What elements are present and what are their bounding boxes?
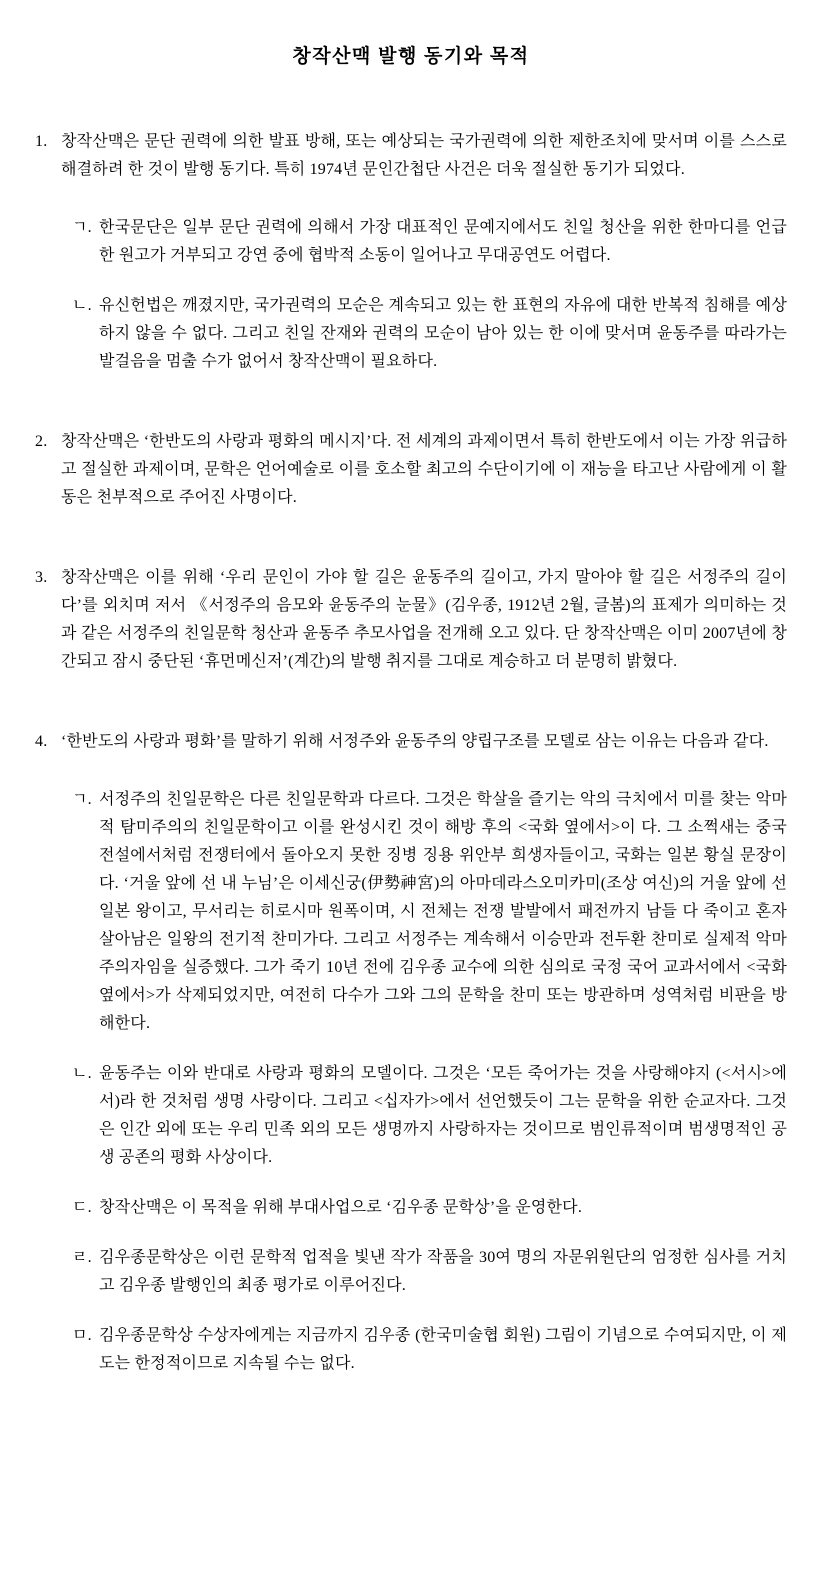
subitem-marker: ㄴ. <box>72 1065 92 1082</box>
subitem-4-m <box>72 1322 787 1378</box>
subitem-4-n <box>72 1060 787 1172</box>
subitem-1-n <box>72 292 787 376</box>
subitem-marker: ㄱ. <box>72 219 92 236</box>
subitem-text: 서정주의 친일문학은 다른 친일문학과 다르다. 그것은 학살을 즐기는 악의 극치에서 미를 찾는 악마적 탐미주의의 친일문학이고 이를 완성시킨 것이 해방 후의 <국화 옆에서>이 다. 그 소쩍새는 중국 전설에서처럼 전쟁터에서 돌아오지 못한 징병 징용 위안부 희생자들이고, 국화는 일본 황실 문장이다. ‘거울 앞에 선 내 누님’은 이세신궁(伊勢神宮)의 아마데라스오미카미(조상 여신)의 거울 앞에 선 일본 왕이고, 무서리는 히로시마 원폭이며, 시 전체는 전쟁 발발에서 패전까지 남들 다 죽이고 혼자 살아남은 일왕의 전기적 찬미가다. 그리고 서정주는 계속해서 이승만과 전두환 찬미로 실제적 악마주의자임을 실증했다. 그가 죽기 10년 전에 김우종 교수에 의한 심의로 국정 국어 교과서에서 <국화 옆에서>가 삭제되었지만, 여전히 다수가 그와 그의 문학을 찬미 또는 방관하며 성역처럼 비판을 방해한다. <box>99 791 787 1032</box>
subitem-text: 한국문단은 일부 문단 권력에 의해서 가장 대표적인 문예지에서도 친일 청산을 위한 한마디를 언급한 원고가 거부되고 강연 중에 협박적 소동이 일어나고 무대공연도 어렵다. <box>99 219 787 264</box>
subitem-marker: ㄴ. <box>72 297 92 314</box>
subitem-marker: ㄱ. <box>72 791 92 808</box>
subitem-4-d <box>72 1194 787 1222</box>
item-marker: 3. <box>35 569 48 586</box>
subitem-text: 창작산맥은 이 목적을 위해 부대사업으로 ‘김우종 문학상’을 운영한다. <box>99 1199 583 1216</box>
subitem-marker: ㄹ. <box>72 1249 92 1266</box>
item-marker: 4. <box>35 733 48 750</box>
item-text: 창작산맥은 ‘한반도의 사랑과 평화의 메시지’다. 전 세계의 과제이면서 특히 한반도에서 이는 가장 위급하고 절실한 과제이며, 문학은 언어예술로 이를 호소할 최고의 수단이기에 이 재능을 타고난 사람에게 이 활동은 천부적으로 주어진 사명이다. <box>61 433 787 506</box>
item-text: 창작산맥은 문단 권력에 의한 발표 방해, 또는 예상되는 국가권력에 의한 제한조치에 맞서며 이를 스스로 해결하려 한 것이 발행 동기다. 특히 1974년 문인간첩단 사건은 더욱 절실한 동기가 되었다. <box>61 133 787 178</box>
subitem-4-r <box>72 1244 787 1300</box>
subitem-text: 김우종문학상 수상자에게는 지금까지 김우종 (한국미술협 회원) 그림이 기념으로 수여되지만, 이 제도는 한정적이므로 지속될 수는 없다. <box>99 1327 787 1372</box>
subitem-4-g <box>72 786 787 1038</box>
numbered-item-2 <box>35 428 787 512</box>
subitem-marker: ㅁ. <box>72 1327 92 1344</box>
subitem-1-g <box>72 214 787 270</box>
section-4 <box>35 728 787 1378</box>
section-1 <box>35 128 787 376</box>
section-3 <box>35 564 787 676</box>
subitem-text: 유신헌법은 깨졌지만, 국가권력의 모순은 계속되고 있는 한 표현의 자유에 대한 반복적 침해를 예상하지 않을 수 없다. 그리고 친일 잔재와 권력의 모순이 남아 있는 한 이에 맞서며 윤동주를 따라가는 발걸음을 멈출 수가 없어서 창작산맥이 필요하다. <box>99 297 787 370</box>
subitem-marker: ㄷ. <box>72 1199 92 1216</box>
item-text: 창작산맥은 이를 위해 ‘우리 문인이 가야 할 길은 윤동주의 길이고, 가지 말아야 할 길은 서정주의 길이다’를 외치며 저서 《서정주의 음모와 윤동주의 눈물》(김우종, 1912년 2월, 글봄)의 표제가 의미하는 것과 같은 서정주의 친일문학 청산과 윤동주 추모사업을 전개해 오고 있다. 단 창작산맥은 이미 2007년에 창간되고 잠시 중단된 ‘휴먼메신저’(계간)의 발행 취지를 그대로 계승하고 더 분명히 밝혔다. <box>61 569 787 670</box>
item-marker: 2. <box>35 433 48 450</box>
numbered-item-3 <box>35 564 787 676</box>
item-marker: 1. <box>35 133 48 150</box>
numbered-item-1 <box>35 128 787 184</box>
item-text: ‘한반도의 사랑과 평화’를 말하기 위해 서정주와 윤동주의 양립구조를 모델로 삼는 이유는 다음과 같다. <box>61 733 769 750</box>
numbered-item-4 <box>35 728 787 756</box>
section-2 <box>35 428 787 512</box>
page-title: 창작산맥 발행 동기와 목적 <box>292 46 530 67</box>
subitem-text: 김우종문학상은 이런 문학적 업적을 빛낸 작가 작품을 30여 명의 자문위원단의 엄정한 심사를 거치고 김우종 발행인의 최종 평가로 이루어진다. <box>99 1249 787 1294</box>
subitem-text: 윤동주는 이와 반대로 사랑과 평화의 모델이다. 그것은 ‘모든 죽어가는 것을 사랑해야지 (<서시>에서)라 한 것처럼 생명 사랑이다. 그리고 <십자가>에서 선언했듯이 그는 문학을 위한 순교자다. 그것은 인간 외에 또는 우리 민족 외의 모든 생명까지 사랑하자는 것이므로 범인류적이며 범생명적인 공생 공존의 평화 사상이다. <box>99 1065 787 1166</box>
